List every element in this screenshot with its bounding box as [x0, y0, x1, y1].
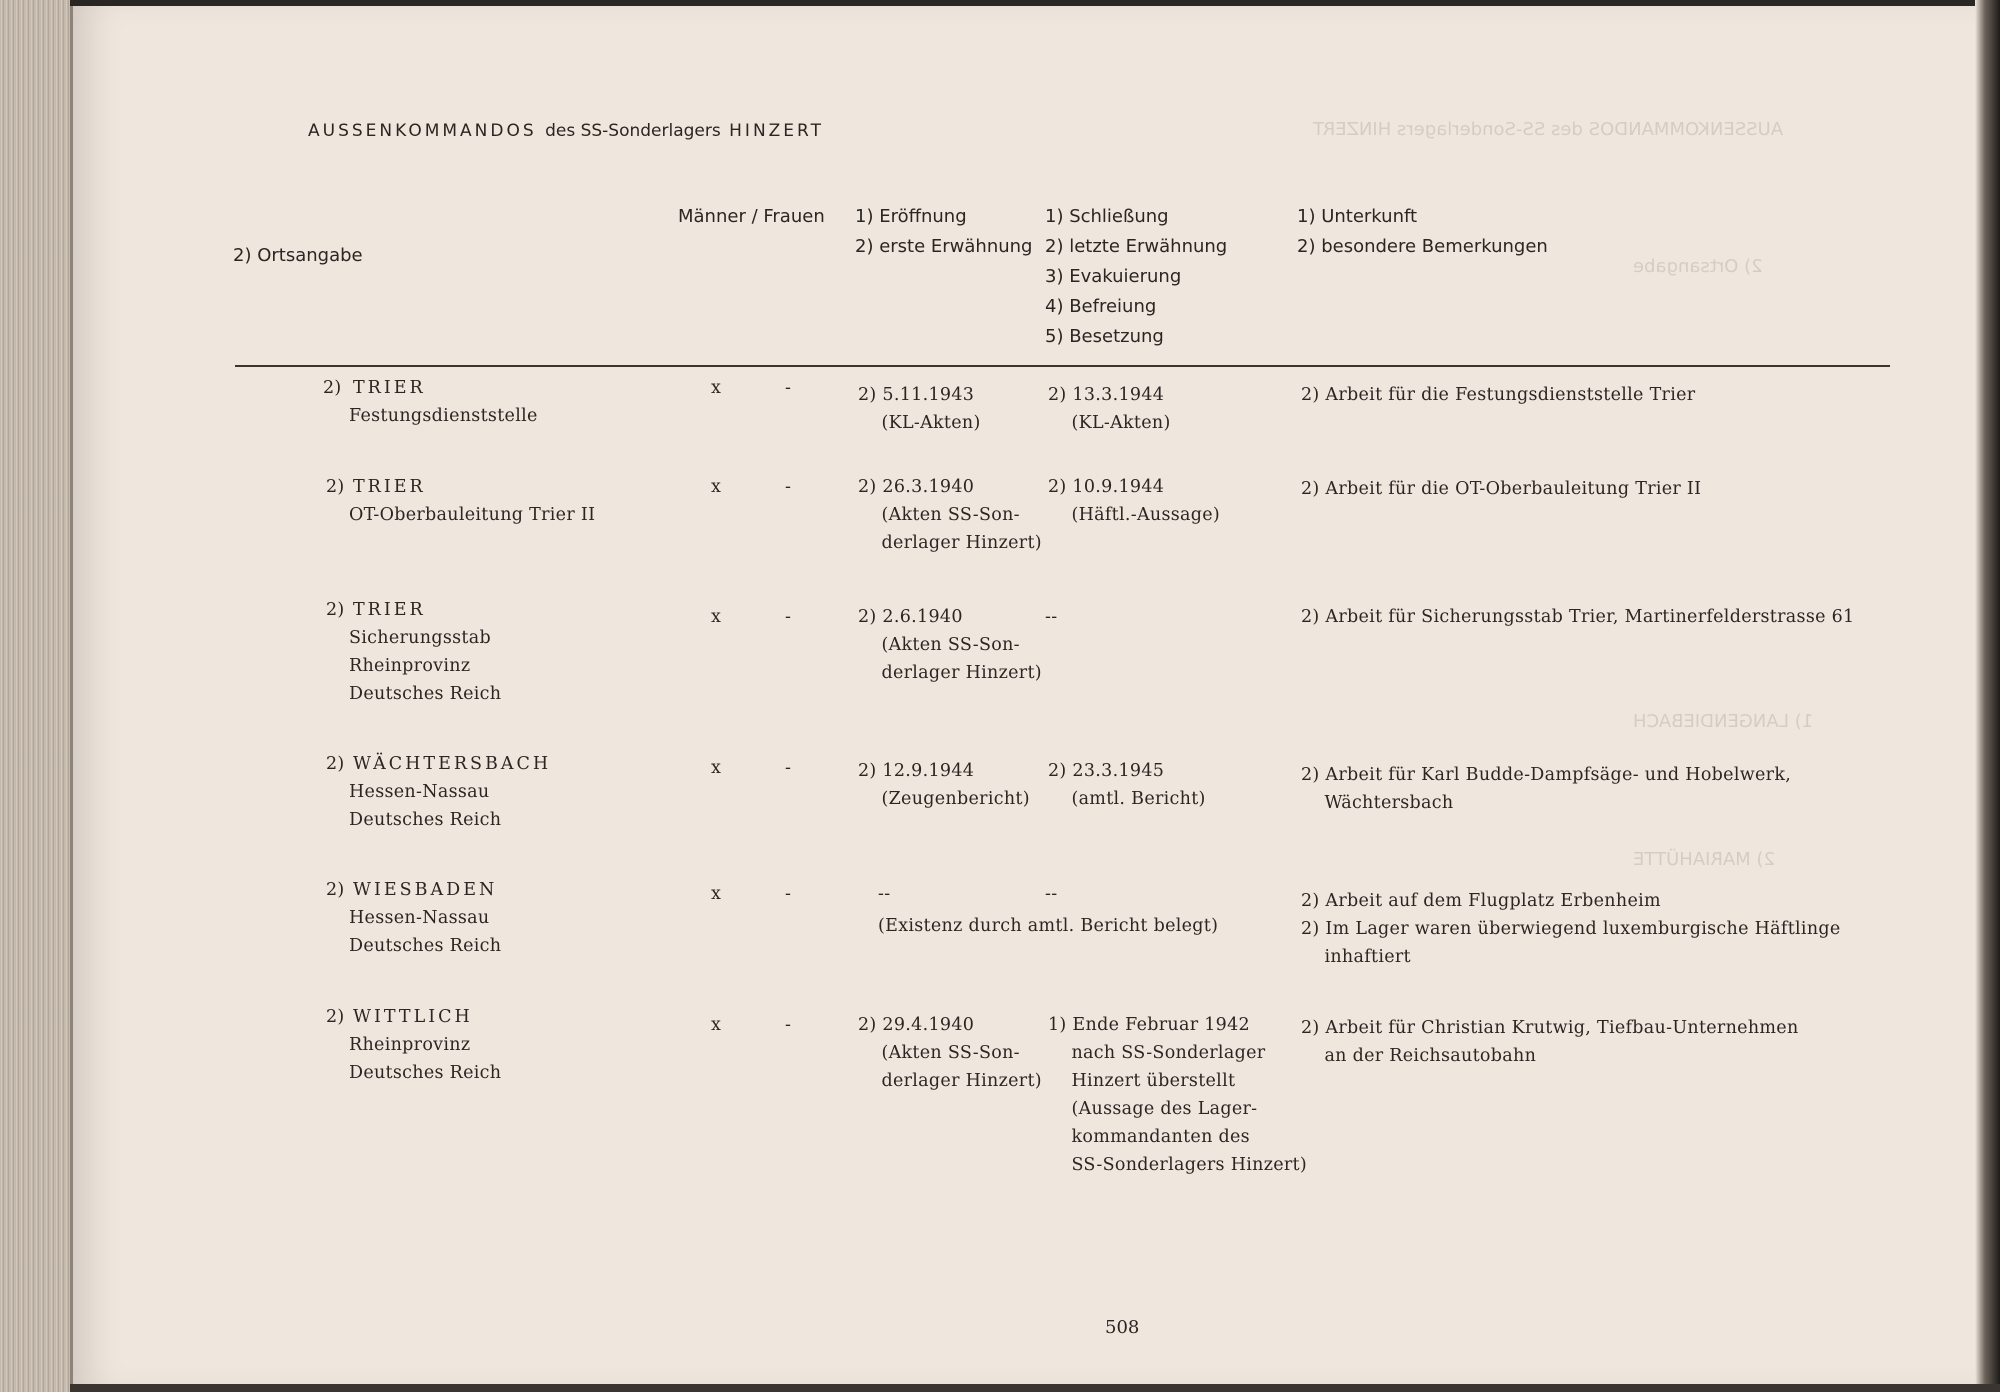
row-notes: 2) Arbeit für Christian Krutwig, Tiefbau-Unternehmen an der Reichsautobahn: [1301, 1018, 1799, 1066]
row-prefix: 2): [326, 880, 345, 900]
row-schliessung: --: [1045, 607, 1058, 627]
row-notes: 2) Arbeit für die Festungsdienststelle Trier: [1301, 385, 1696, 405]
bleed-through-decoration: AUSSENKOMMANDOS des SS-Sonderlagers HINZERT: [1313, 119, 1784, 140]
book-page: [70, 6, 1978, 1386]
bleed-through-decoration: 1) LANGENDIEBACH: [1633, 711, 1814, 732]
row-city: TRIER: [353, 477, 426, 497]
row-frauen: -: [785, 477, 792, 497]
row-prefix: 2): [326, 754, 345, 774]
row-frauen: -: [785, 378, 792, 398]
row-prefix: 2): [323, 378, 342, 398]
header-rule: [235, 365, 1890, 367]
row-prefix: 2): [326, 477, 345, 497]
page-right-edge: [1975, 0, 2000, 1392]
row-place: Sicherungsstab Rheinprovinz Deutsches Reich: [349, 628, 502, 704]
title-part-1: AUSSENKOMMANDOS: [308, 121, 537, 141]
page-bottom-edge: [70, 1384, 2000, 1392]
row-maenner: x: [711, 884, 722, 904]
header-eroeffnung: 1) Eröffnung 2) erste Erwähnung: [855, 206, 1033, 257]
row-frauen: -: [785, 758, 792, 778]
row-frauen: -: [785, 884, 792, 904]
row-city: TRIER: [353, 378, 426, 398]
header-maenner-frauen: Männer / Frauen: [678, 206, 825, 227]
row-place: OT-Oberbauleitung Trier II: [349, 505, 596, 525]
row-place: Rheinprovinz Deutsches Reich: [349, 1035, 502, 1083]
row-eroeffnung: 2) 5.11.1943 (KL-Akten): [858, 385, 981, 433]
row-schliessung: 2) 10.9.1944 (Häftl.-Aussage): [1048, 477, 1221, 525]
header-schliessung: 1) Schließung 2) letzte Erwähnung 3) Evakuierung 4) Befreiung 5) Besetzung: [1045, 206, 1228, 347]
row-notes: 2) Arbeit für die OT-Oberbauleitung Trier II: [1301, 479, 1702, 499]
row-prefix: 2): [326, 600, 345, 620]
bleed-through-decoration: 2) Ortsangabe: [1633, 256, 1763, 277]
row-eroeffnung: 2) 2.6.1940 (Akten SS-Son- derlager Hinzert): [858, 607, 1042, 683]
row-city: TRIER: [353, 600, 426, 620]
header-unterkunft: 1) Unterkunft 2) besondere Bemerkungen: [1297, 206, 1548, 257]
row-maenner: x: [711, 607, 722, 627]
page-number: 508: [1105, 1317, 1140, 1338]
row-city: WITTLICH: [353, 1007, 473, 1027]
row-eroeffnung: 2) 29.4.1940 (Akten SS-Son- derlager Hinzert): [858, 1015, 1042, 1091]
page-title: [308, 121, 824, 141]
header-ortsangabe: 2) Ortsangabe: [233, 245, 363, 266]
row-schliessung: 1) Ende Februar 1942 nach SS-Sonderlager Hinzert überstellt (Aussage des Lager- kommandanten des SS-Sonderlagers Hinzert): [1048, 1015, 1308, 1175]
row-notes: 2) Arbeit für Sicherungsstab Trier, Martinerfelderstrasse 61: [1301, 607, 1855, 627]
row-eroeffnung: --: [878, 884, 891, 904]
row-frauen: -: [785, 607, 792, 627]
row-maenner: x: [711, 758, 722, 778]
row-schliessung: 2) 13.3.1944 (KL-Akten): [1048, 385, 1171, 433]
bleed-through-decoration: 2) MARIAHÜTTE: [1633, 849, 1775, 870]
row-maenner: x: [711, 378, 722, 398]
row-place: Hessen-Nassau Deutsches Reich: [349, 782, 502, 830]
row-place: Hessen-Nassau Deutsches Reich: [349, 908, 502, 956]
row-eroeffnung: 2) 12.9.1944 (Zeugenbericht): [858, 761, 1030, 809]
row-notes: 2) Arbeit für Karl Budde-Dampfsäge- und Hobelwerk, Wächtersbach: [1301, 765, 1792, 813]
row-notes: 2) Arbeit auf dem Flugplatz Erbenheim 2) Im Lager waren überwiegend luxemburgische Häftlinge inhaftiert: [1301, 891, 1841, 967]
row-maenner: x: [711, 1015, 722, 1035]
row-place: Festungsdienststelle: [349, 406, 538, 426]
row-schliessung: 2) 23.3.1945 (amtl. Bericht): [1048, 761, 1206, 809]
row-frauen: -: [785, 1015, 792, 1035]
title-part-3: HINZERT: [729, 121, 825, 141]
row-existenz-note: (Existenz durch amtl. Bericht belegt): [878, 916, 1219, 936]
row-city: WIESBADEN: [353, 880, 498, 900]
title-part-2: des SS-Sonderlagers: [545, 121, 721, 141]
row-maenner: x: [711, 477, 722, 497]
row-city: WÄCHTERSBACH: [353, 754, 552, 774]
row-prefix: 2): [326, 1007, 345, 1027]
book-page-edges: [0, 0, 70, 1392]
row-eroeffnung: 2) 26.3.1940 (Akten SS-Son- derlager Hinzert): [858, 477, 1042, 553]
row-schliessung: --: [1045, 884, 1058, 904]
